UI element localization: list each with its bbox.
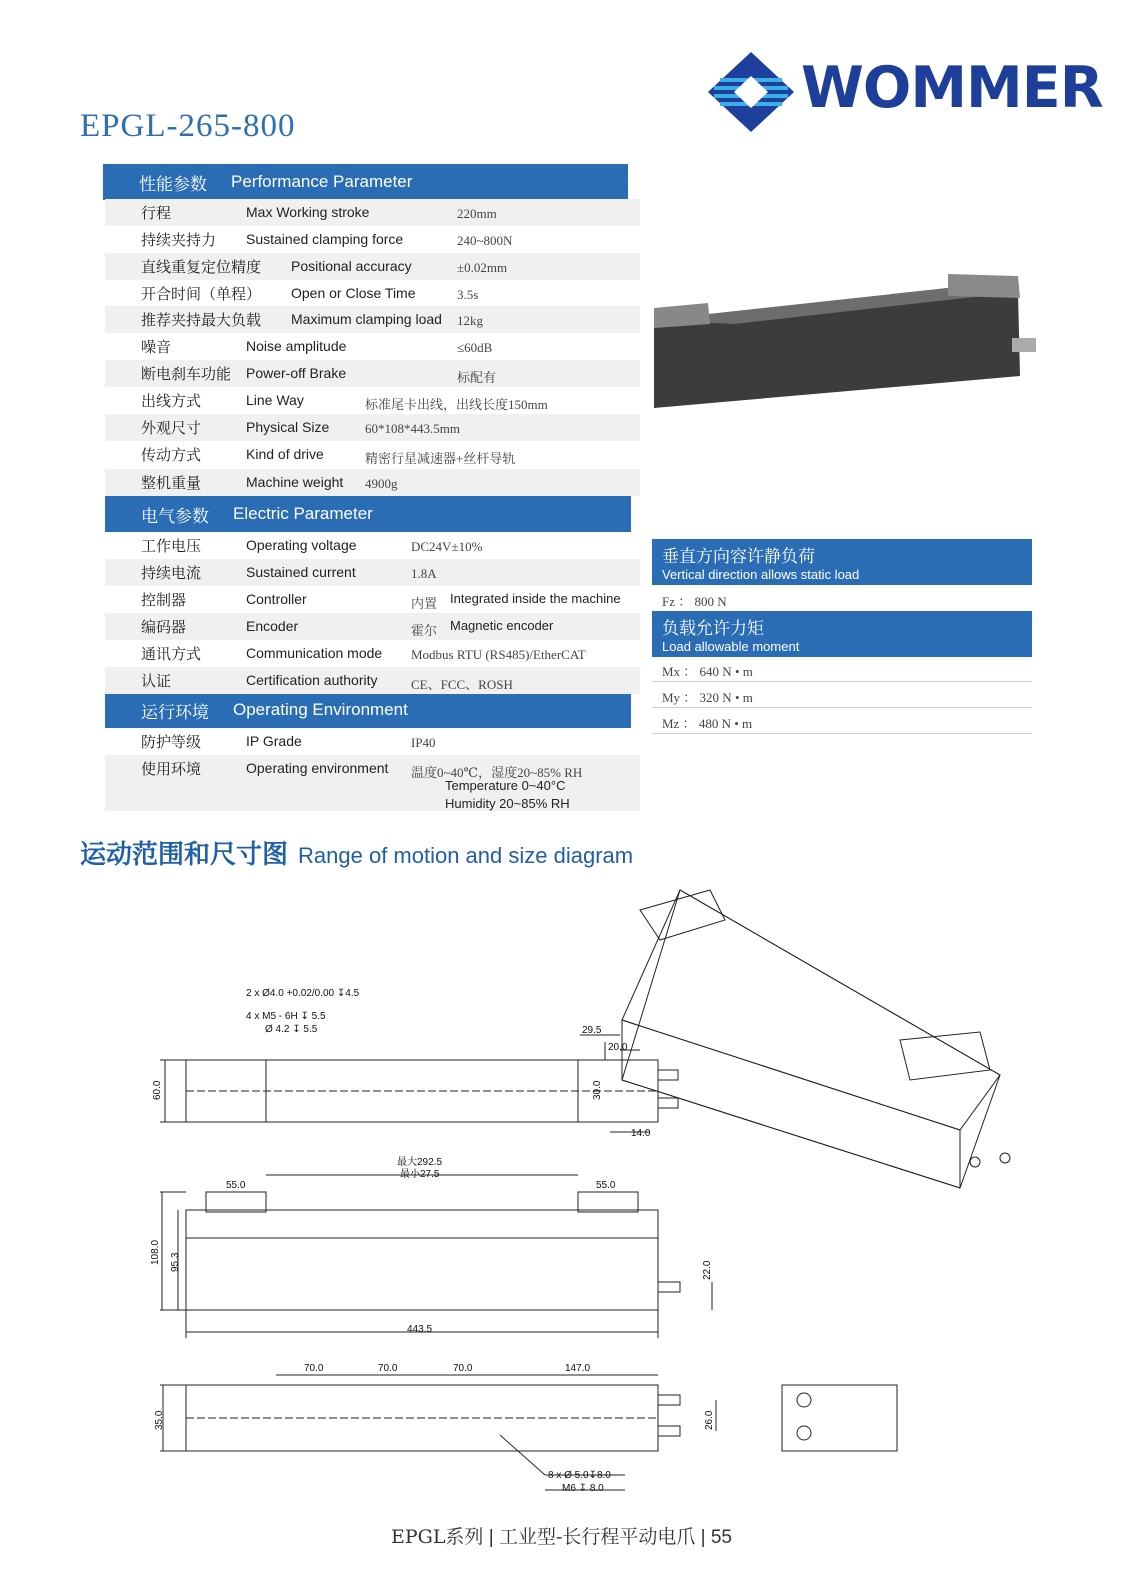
environment-header: 运行环境 Operating Environment <box>105 692 631 728</box>
svg-text:14.0: 14.0 <box>631 1128 651 1139</box>
table-row: 断电刹车功能 Power-off Brake 标配有 <box>105 360 640 387</box>
brand-logo <box>706 50 1103 134</box>
table-row: 直线重复定位精度 Positional accuracy ±0.02mm <box>105 253 640 280</box>
bottom-view <box>160 1375 716 1490</box>
table-row: 编码器 Encoder 霍尔 Magnetic encoder <box>105 613 640 640</box>
svg-text:443.5: 443.5 <box>407 1324 433 1335</box>
table-row: 开合时间（单程） Open or Close Time 3.5s <box>141 285 479 303</box>
svg-text:30.0: 30.0 <box>592 1080 603 1100</box>
svg-text:70.0: 70.0 <box>378 1363 398 1374</box>
svg-text:8 x Ø 5.0↧8.0: 8 x Ø 5.0↧8.0 <box>548 1470 611 1481</box>
svg-text:22.0: 22.0 <box>702 1260 713 1280</box>
list-item: My ： 320 N • m <box>652 681 1032 708</box>
table-row: 推荐夹持最大负载 Maximum clamping load 12kg <box>105 306 640 333</box>
table-row: 持续电流 Sustained current 1.8A <box>105 559 640 586</box>
static-load-header: 垂直方向容许静负荷 Vertical direction allows static load <box>652 539 1032 585</box>
svg-text:95.3: 95.3 <box>170 1252 181 1272</box>
table-row: 工作电压 Operating voltage DC24V±10% <box>141 537 483 555</box>
table-row: 行程 Max Working stroke 220mm <box>105 199 640 226</box>
isometric-view <box>622 890 1010 1188</box>
svg-text:60.0: 60.0 <box>152 1080 163 1100</box>
table-row: 出线方式 Line Way 标准尾卡出线，出线长度150mm <box>141 392 548 412</box>
svg-text:4 x M5 - 6H ↧ 5.5: 4 x M5 - 6H ↧ 5.5 <box>246 1011 326 1022</box>
product-photo <box>648 268 1058 418</box>
section-title: 运动范围和尺寸图 Range of motion and size diagram <box>80 840 634 870</box>
table-row: 防护等级 IP Grade IP40 <box>141 733 436 751</box>
page-number: 55 <box>710 1527 732 1548</box>
table-row: 噪音 Noise amplitude ≤60dB <box>141 338 493 356</box>
front-view <box>160 1175 712 1338</box>
page-footer: EPGL系列 | 工业型-长行程平动电爪 | 55 <box>390 1526 732 1548</box>
table-row: 认证 Certification authority CE、FCC、ROSH <box>105 667 640 694</box>
svg-text:20.0: 20.0 <box>608 1042 628 1053</box>
table-row: 控制器 Controller 内置 Integrated inside the machine <box>141 591 621 611</box>
table-row: 外观尺寸 Physical Size 60*108*443.5mm <box>105 414 640 441</box>
table-row: 通讯方式 Communication mode Modbus RTU (RS485)/EtherCAT <box>141 645 586 663</box>
svg-text:108.0: 108.0 <box>150 1239 161 1265</box>
svg-text:55.0: 55.0 <box>226 1180 246 1191</box>
moment-header: 负载允许力矩 Load allowable moment <box>652 611 1032 657</box>
table-row: 使用环境 Operating environment 温度0~40℃，湿度20~85% RH Temperature 0~40°C Humidity 20~85% RH <box>105 755 640 811</box>
svg-text:70.0: 70.0 <box>453 1363 473 1374</box>
svg-text:2 x Ø4.0 +0.02/0.00 ↧4.5: 2 x Ø4.0 +0.02/0.00 ↧4.5 <box>246 988 360 999</box>
table-row: 持续夹持力 Sustained clamping force 240~800N <box>141 231 513 249</box>
electric-header: 电气参数 Electric Parameter <box>105 496 631 532</box>
logo-diamond-icon <box>706 50 796 134</box>
svg-text:147.0: 147.0 <box>565 1363 591 1374</box>
svg-text:Ø 4.2 ↧ 5.5: Ø 4.2 ↧ 5.5 <box>265 1024 318 1035</box>
svg-text:55.0: 55.0 <box>596 1180 616 1191</box>
svg-text:M6 ↧ 8.0: M6 ↧ 8.0 <box>562 1483 604 1494</box>
end-view <box>782 1385 897 1451</box>
table-row: 传动方式 Kind of drive 精密行星减速器+丝杆导轨 <box>141 446 516 466</box>
svg-text:最大292.5: 最大292.5 <box>397 1157 443 1168</box>
size-diagram <box>0 870 1123 1510</box>
svg-text:29.5: 29.5 <box>582 1025 602 1036</box>
list-item: Fz ： 800 N <box>652 585 1032 612</box>
model-title: EPGL-265-800 <box>80 108 296 144</box>
list-item: Mz ： 480 N • m <box>652 707 1032 734</box>
svg-text:35.0: 35.0 <box>154 1410 165 1430</box>
table-row: 整机重量 Machine weight 4900g <box>105 469 640 496</box>
performance-header: 性能参数 Performance Parameter <box>103 164 628 200</box>
list-item: Mx ： 640 N • m <box>652 655 1032 682</box>
svg-text:最小27.5: 最小27.5 <box>400 1169 440 1180</box>
svg-text:70.0: 70.0 <box>304 1363 324 1374</box>
brand-name: WOMMER <box>801 55 1103 121</box>
svg-text:26.0: 26.0 <box>704 1410 715 1430</box>
